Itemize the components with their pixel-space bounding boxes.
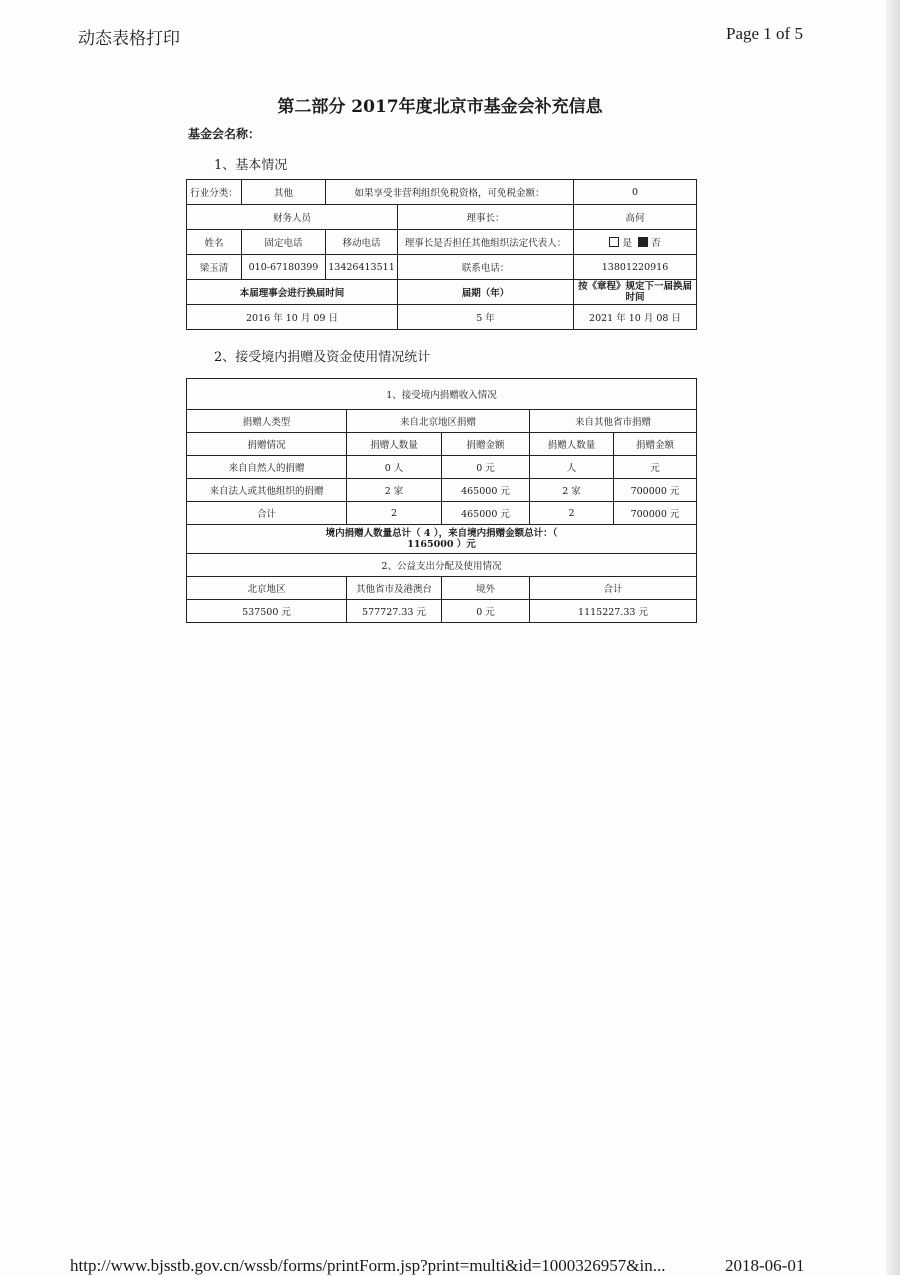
chairman-value: 高何 [574,205,697,230]
ot-count: 2 [530,502,614,525]
section1-heading: 1、基本情况 [214,158,288,173]
table-row [187,456,697,479]
industry-value: 其他 [242,180,326,205]
yes-checkbox[interactable] [609,237,619,247]
donation-total-line2: 1165000 ）元 [407,539,476,550]
ot-amount: 元 [614,456,697,479]
ot-count-label: 捐赠人数量 [530,433,614,456]
yes-label: 是 [622,238,632,249]
exp-header-beijing: 北京地区 [187,577,347,600]
donation-total [187,525,697,554]
ot-count: 人 [530,456,614,479]
page-number: Page 1 of 5 [726,24,803,43]
footer-date: 2018-06-01 [725,1256,805,1275]
finance-phone: 010-67180399 [242,255,326,280]
donation-table [186,378,697,623]
basic-info-table [186,179,697,330]
no-label: 否 [651,238,661,249]
exp-value-abroad: 0 元 [442,600,530,623]
phone-label: 固定电话 [242,230,326,255]
mobile-label: 移动电话 [326,230,398,255]
finance-mobile: 13426413511 [326,255,398,280]
ot-amount: 700000 元 [614,502,697,525]
term-change-label: 本届理事会进行换届时间 [187,280,398,305]
table-row [187,502,697,525]
bj-amount: 0 元 [442,456,530,479]
exp-header-other: 其他省市及港澳台 [347,577,442,600]
tax-exempt-value: 0 [574,180,697,205]
exp-value-beijing: 537500 元 [187,600,347,623]
row-label: 合计 [187,502,347,525]
other-donation-label: 来自其他省市捐赠 [530,410,697,433]
term-change-date: 2016 年 10 月 09 日 [187,305,398,330]
industry-label: 行业分类： [187,180,242,205]
chairman-label: 理事长： [398,205,574,230]
page-edge-shadow [886,0,900,1275]
tax-exempt-label: 如果享受非营利组织免税资格，可免税金额： [326,180,574,205]
contact-phone-label: 联系电话： [398,255,574,280]
legal-rep-label: 理事长是否担任其他组织法定代表人： [398,230,574,255]
bj-count: 0 人 [347,456,442,479]
ot-count: 2 家 [530,479,614,502]
expenditure-title: 2、公益支出分配及使用情况 [187,554,697,577]
bj-amount: 465000 元 [442,502,530,525]
foundation-name-label: 基金会名称： [188,127,261,141]
donation-status-label: 捐赠情况 [187,433,347,456]
table-row [187,479,697,502]
contact-phone-value: 13801220916 [574,255,697,280]
exp-value-total: 1115227.33 元 [530,600,697,623]
term-length-label: 届期（年） [398,280,574,305]
donation-income-title: 1、接受境内捐赠收入情况 [187,379,697,410]
bj-count-label: 捐赠人数量 [347,433,442,456]
ot-amount-label: 捐赠金额 [614,433,697,456]
donor-type-label: 捐赠人类型 [187,410,347,433]
print-header-title: 动态表格打印 [78,29,180,49]
next-term-label: 按《章程》规定下一届换届时间 [574,280,697,305]
name-label: 姓名 [187,230,242,255]
footer-url: http://www.bjsstb.gov.cn/wssb/forms/printForm.jsp?print=multi&id=1000326957&in... [70,1256,666,1275]
ot-amount: 700000 元 [614,479,697,502]
next-term-date: 2021 年 10 月 08 日 [574,305,697,330]
donation-total-line1: 境内捐赠人数量总计（ 4 ），来自境内捐赠金额总计：（ [325,528,558,539]
finance-name: 梁玉清 [187,255,242,280]
exp-value-other: 577727.33 元 [347,600,442,623]
page-title: 第二部分 2017年度北京市基金会补充信息 [277,97,603,117]
bj-count: 2 家 [347,479,442,502]
beijing-donation-label: 来自北京地区捐赠 [347,410,530,433]
section2-heading: 2、接受境内捐赠及资金使用情况统计 [214,350,431,365]
row-label: 来自法人或其他组织的捐赠 [187,479,347,502]
finance-staff-label: 财务人员 [187,205,398,230]
exp-header-total: 合计 [530,577,697,600]
row-label: 来自自然人的捐赠 [187,456,347,479]
no-checkbox[interactable] [638,237,648,247]
legal-rep-choice [574,230,697,255]
term-length-value: 5 年 [398,305,574,330]
bj-amount: 465000 元 [442,479,530,502]
bj-count: 2 [347,502,442,525]
bj-amount-label: 捐赠金额 [442,433,530,456]
exp-header-abroad: 境外 [442,577,530,600]
